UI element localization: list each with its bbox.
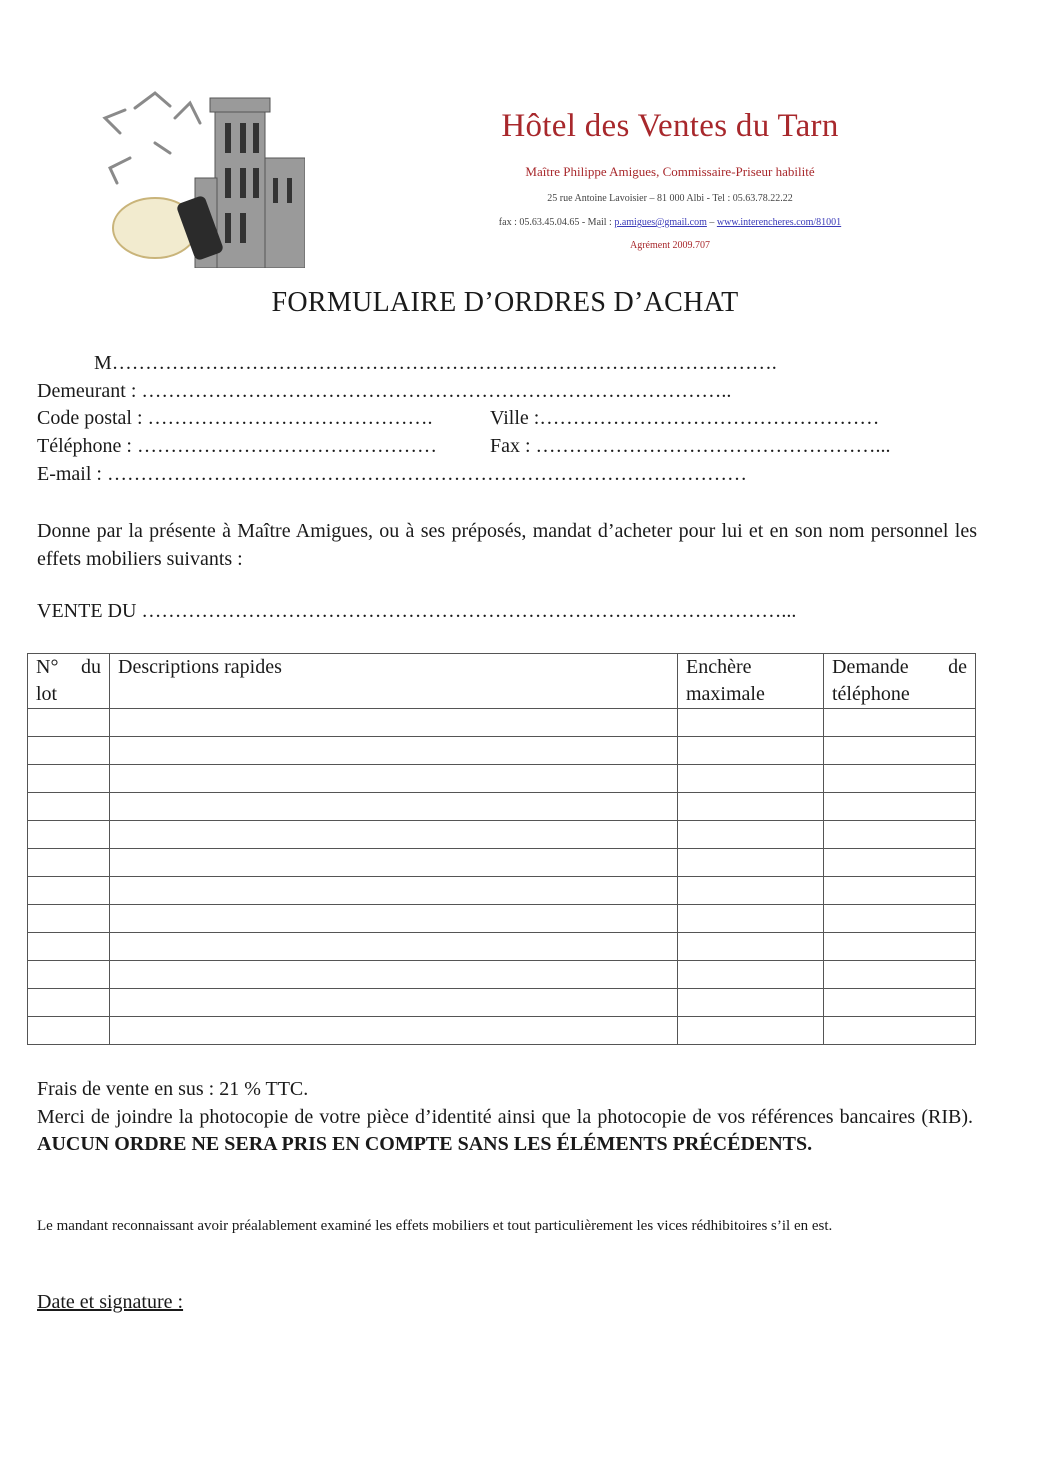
cell-phone-request[interactable]	[824, 709, 976, 737]
header-description: Descriptions rapides	[110, 654, 678, 709]
cell-max-bid[interactable]	[678, 961, 824, 989]
cell-lot[interactable]	[28, 821, 110, 849]
notice-text: Merci de joindre la photocopie de votre pièce d’identité ainsi que la photocopie de vos références bancaires (RIB).	[37, 1106, 973, 1128]
cell-description[interactable]	[110, 709, 678, 737]
table-header-row	[28, 654, 976, 709]
cell-lot[interactable]	[28, 905, 110, 933]
field-phone[interactable]: Téléphone : ………………………………………	[37, 435, 437, 457]
table-row	[28, 849, 976, 877]
cell-phone-request[interactable]	[824, 961, 976, 989]
cell-description[interactable]	[110, 793, 678, 821]
table-row	[28, 765, 976, 793]
table-row	[28, 877, 976, 905]
logo-illustration	[95, 88, 305, 268]
cell-lot[interactable]	[28, 989, 110, 1017]
cell-description[interactable]	[110, 821, 678, 849]
website-link[interactable]: www.interencheres.com/81001	[716, 217, 842, 228]
address-line: 25 rue Antoine Lavoisier – 81 000 Albi - Tel : 05.63.78.22.22	[547, 193, 793, 204]
fax-mail-label: fax : 05.63.45.04.65 - Mail :	[498, 217, 612, 228]
cell-phone-request[interactable]	[824, 877, 976, 905]
cell-lot[interactable]	[28, 961, 110, 989]
table-row	[28, 933, 976, 961]
field-city[interactable]: Ville :……………………………………………	[490, 407, 880, 429]
mandate-paragraph: Donne par la présente à Maître Amigues, ou à ses préposés, mandat d’acheter pour lui et en son nom personnel les effets mobiliers suivants :	[37, 520, 977, 570]
cell-lot[interactable]	[28, 1017, 110, 1045]
table-row	[28, 737, 976, 765]
table-row	[28, 989, 976, 1017]
cell-phone-request[interactable]	[824, 989, 976, 1017]
cell-phone-request[interactable]	[824, 765, 976, 793]
cell-lot[interactable]	[28, 933, 110, 961]
cell-description[interactable]	[110, 737, 678, 765]
header-max-bid: Enchère maximale	[678, 654, 824, 709]
cell-phone-request[interactable]	[824, 905, 976, 933]
cell-description[interactable]	[110, 877, 678, 905]
mandant-statement: Le mandant reconnaissant avoir préalablement examiné les effets mobiliers et tout particulièrement les vices rédhibitoires s’il en est.	[37, 1218, 833, 1234]
documents-notice	[37, 1104, 973, 1158]
cell-phone-request[interactable]	[824, 793, 976, 821]
cell-description[interactable]	[110, 765, 678, 793]
table-row	[28, 1017, 976, 1045]
field-fax[interactable]: Fax : ……………………………………………...	[490, 435, 891, 457]
cell-max-bid[interactable]	[678, 1017, 824, 1045]
sale-fees: Frais de vente en sus : 21 % TTC.	[37, 1078, 309, 1100]
date-signature-label: Date et signature :	[37, 1291, 184, 1313]
email-link[interactable]: p.amigues@gmail.com	[614, 217, 707, 228]
field-email[interactable]: E-mail : ……………………………………………………………………………………	[37, 463, 747, 485]
form-title: FORMULAIRE D’ORDRES D’ACHAT	[271, 287, 739, 318]
cell-description[interactable]	[110, 905, 678, 933]
cell-lot[interactable]	[28, 877, 110, 905]
cell-description[interactable]	[110, 849, 678, 877]
cell-max-bid[interactable]	[678, 765, 824, 793]
cell-lot[interactable]	[28, 709, 110, 737]
cell-description[interactable]	[110, 933, 678, 961]
cell-phone-request[interactable]	[824, 737, 976, 765]
hotel-name: Hôtel des Ventes du Tarn	[501, 108, 839, 144]
header-phone-request: Demande de téléphone	[824, 654, 976, 709]
cell-phone-request[interactable]	[824, 933, 976, 961]
cell-phone-request[interactable]	[824, 821, 976, 849]
table-row	[28, 961, 976, 989]
cell-max-bid[interactable]	[678, 709, 824, 737]
agrement-number: Agrément 2009.707	[630, 240, 710, 251]
cell-max-bid[interactable]	[678, 933, 824, 961]
cell-max-bid[interactable]	[678, 905, 824, 933]
cell-max-bid[interactable]	[678, 849, 824, 877]
table-row	[28, 709, 976, 737]
cell-max-bid[interactable]	[678, 737, 824, 765]
table-row	[28, 793, 976, 821]
header-lot-number: N° du lot	[28, 654, 110, 709]
cell-phone-request[interactable]	[824, 1017, 976, 1045]
cell-max-bid[interactable]	[678, 821, 824, 849]
table-row	[28, 821, 976, 849]
field-address[interactable]: Demeurant : ……………………………………………………………………………..	[37, 380, 732, 402]
cell-lot[interactable]	[28, 765, 110, 793]
contact-line	[380, 217, 960, 228]
field-postal-code[interactable]: Code postal : …………………………………….	[37, 407, 433, 429]
cell-max-bid[interactable]	[678, 877, 824, 905]
auctioneer-subtitle: Maître Philippe Amigues, Commissaire-Priseur habilité	[525, 164, 815, 179]
cell-description[interactable]	[110, 1017, 678, 1045]
cell-lot[interactable]	[28, 793, 110, 821]
cell-description[interactable]	[110, 961, 678, 989]
notice-warning: AUCUN ORDRE NE SERA PRIS EN COMPTE SANS LES ÉLÉMENTS PRÉCÉDENTS.	[37, 1133, 813, 1155]
cell-max-bid[interactable]	[678, 989, 824, 1017]
contact-separator: –	[709, 217, 715, 228]
cell-max-bid[interactable]	[678, 793, 824, 821]
cell-phone-request[interactable]	[824, 849, 976, 877]
cell-description[interactable]	[110, 989, 678, 1017]
cell-lot[interactable]	[28, 849, 110, 877]
table-row	[28, 905, 976, 933]
order-table	[27, 653, 976, 1045]
field-sale-date[interactable]: VENTE DU ……………………………………………………………………………………...	[37, 600, 797, 622]
cell-lot[interactable]	[28, 737, 110, 765]
field-name[interactable]: M……………………………………………………………………………………….	[94, 352, 777, 374]
